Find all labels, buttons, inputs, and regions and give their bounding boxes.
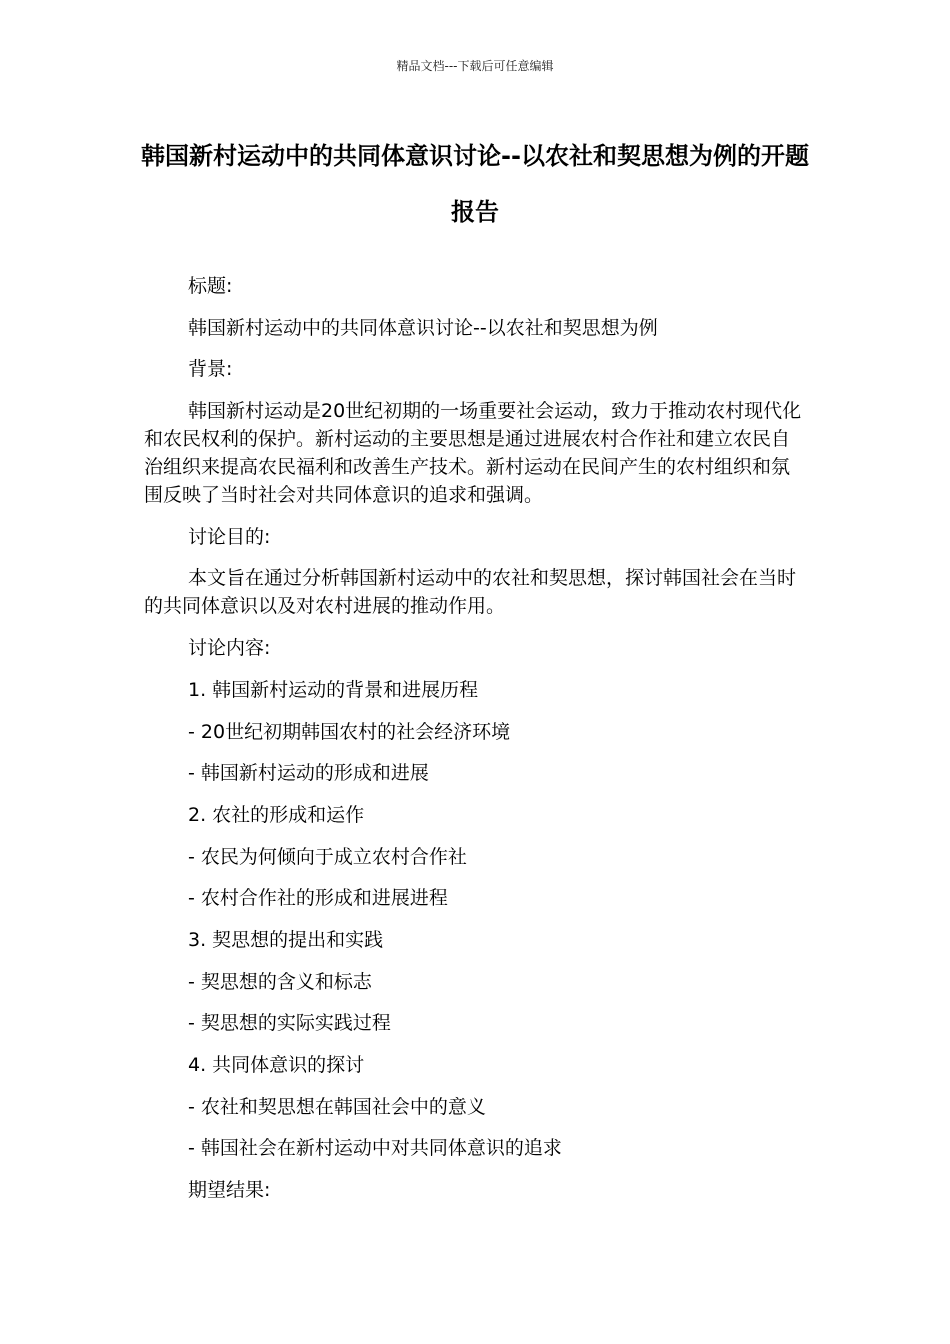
document-title: 韩国新村运动中的共同体意识讨论--以农社和契思想为例的开题报告 — [141, 142, 809, 226]
page-header-note: 精品文档---下载后可任意编辑 — [396, 59, 554, 73]
background-paragraph: 韩国新村运动是20世纪初期的一场重要社会运动，致力于推动农村现代化和农民权利的保护。新村运动的主要思想是通过进展农村合作社和建立农民自治组织来提高农民福利和改善生产技术。新村运动在民间产生的农村组织和氛围反映了当时社会对共同体意识的追求和强调。 — [144, 400, 802, 507]
list-item: - 20世纪初期韩国农村的社会经济环境 — [188, 720, 511, 743]
list-item: 2. 农社的形成和运作 — [188, 803, 365, 826]
list-item: - 农社和契思想在韩国社会中的意义 — [188, 1095, 486, 1118]
title-label: 标题: — [188, 275, 233, 297]
content-label: 讨论内容: — [188, 637, 271, 660]
title-text: 韩国新村运动中的共同体意识讨论--以农社和契思想为例 — [188, 316, 658, 339]
background-label: 背景: — [188, 358, 233, 381]
list-item: - 韩国社会在新村运动中对共同体意识的追求 — [188, 1137, 562, 1160]
list-item: 4. 共同体意识的探讨 — [188, 1054, 365, 1076]
purpose-label: 讨论目的: — [188, 525, 271, 548]
list-item: - 农村合作社的形成和进展进程 — [188, 887, 448, 910]
list-item: - 农民为何倾向于成立农村合作社 — [188, 845, 467, 868]
purpose-paragraph: 本文旨在通过分析韩国新村运动中的农社和契思想，探讨韩国社会在当时的共同体意识以及对农村进展的推动作用。 — [144, 567, 797, 618]
document-body — [144, 272, 808, 1218]
list-item: - 契思想的含义和标志 — [188, 970, 372, 993]
expected-label: 期望结果: — [188, 1179, 271, 1202]
list-item: 1. 韩国新村运动的背景和进展历程 — [188, 678, 479, 701]
list-item: - 韩国新村运动的形成和进展 — [188, 762, 429, 785]
list-item: - 契思想的实际实践过程 — [188, 1012, 391, 1035]
list-item: 3. 契思想的提出和实践 — [188, 928, 384, 951]
